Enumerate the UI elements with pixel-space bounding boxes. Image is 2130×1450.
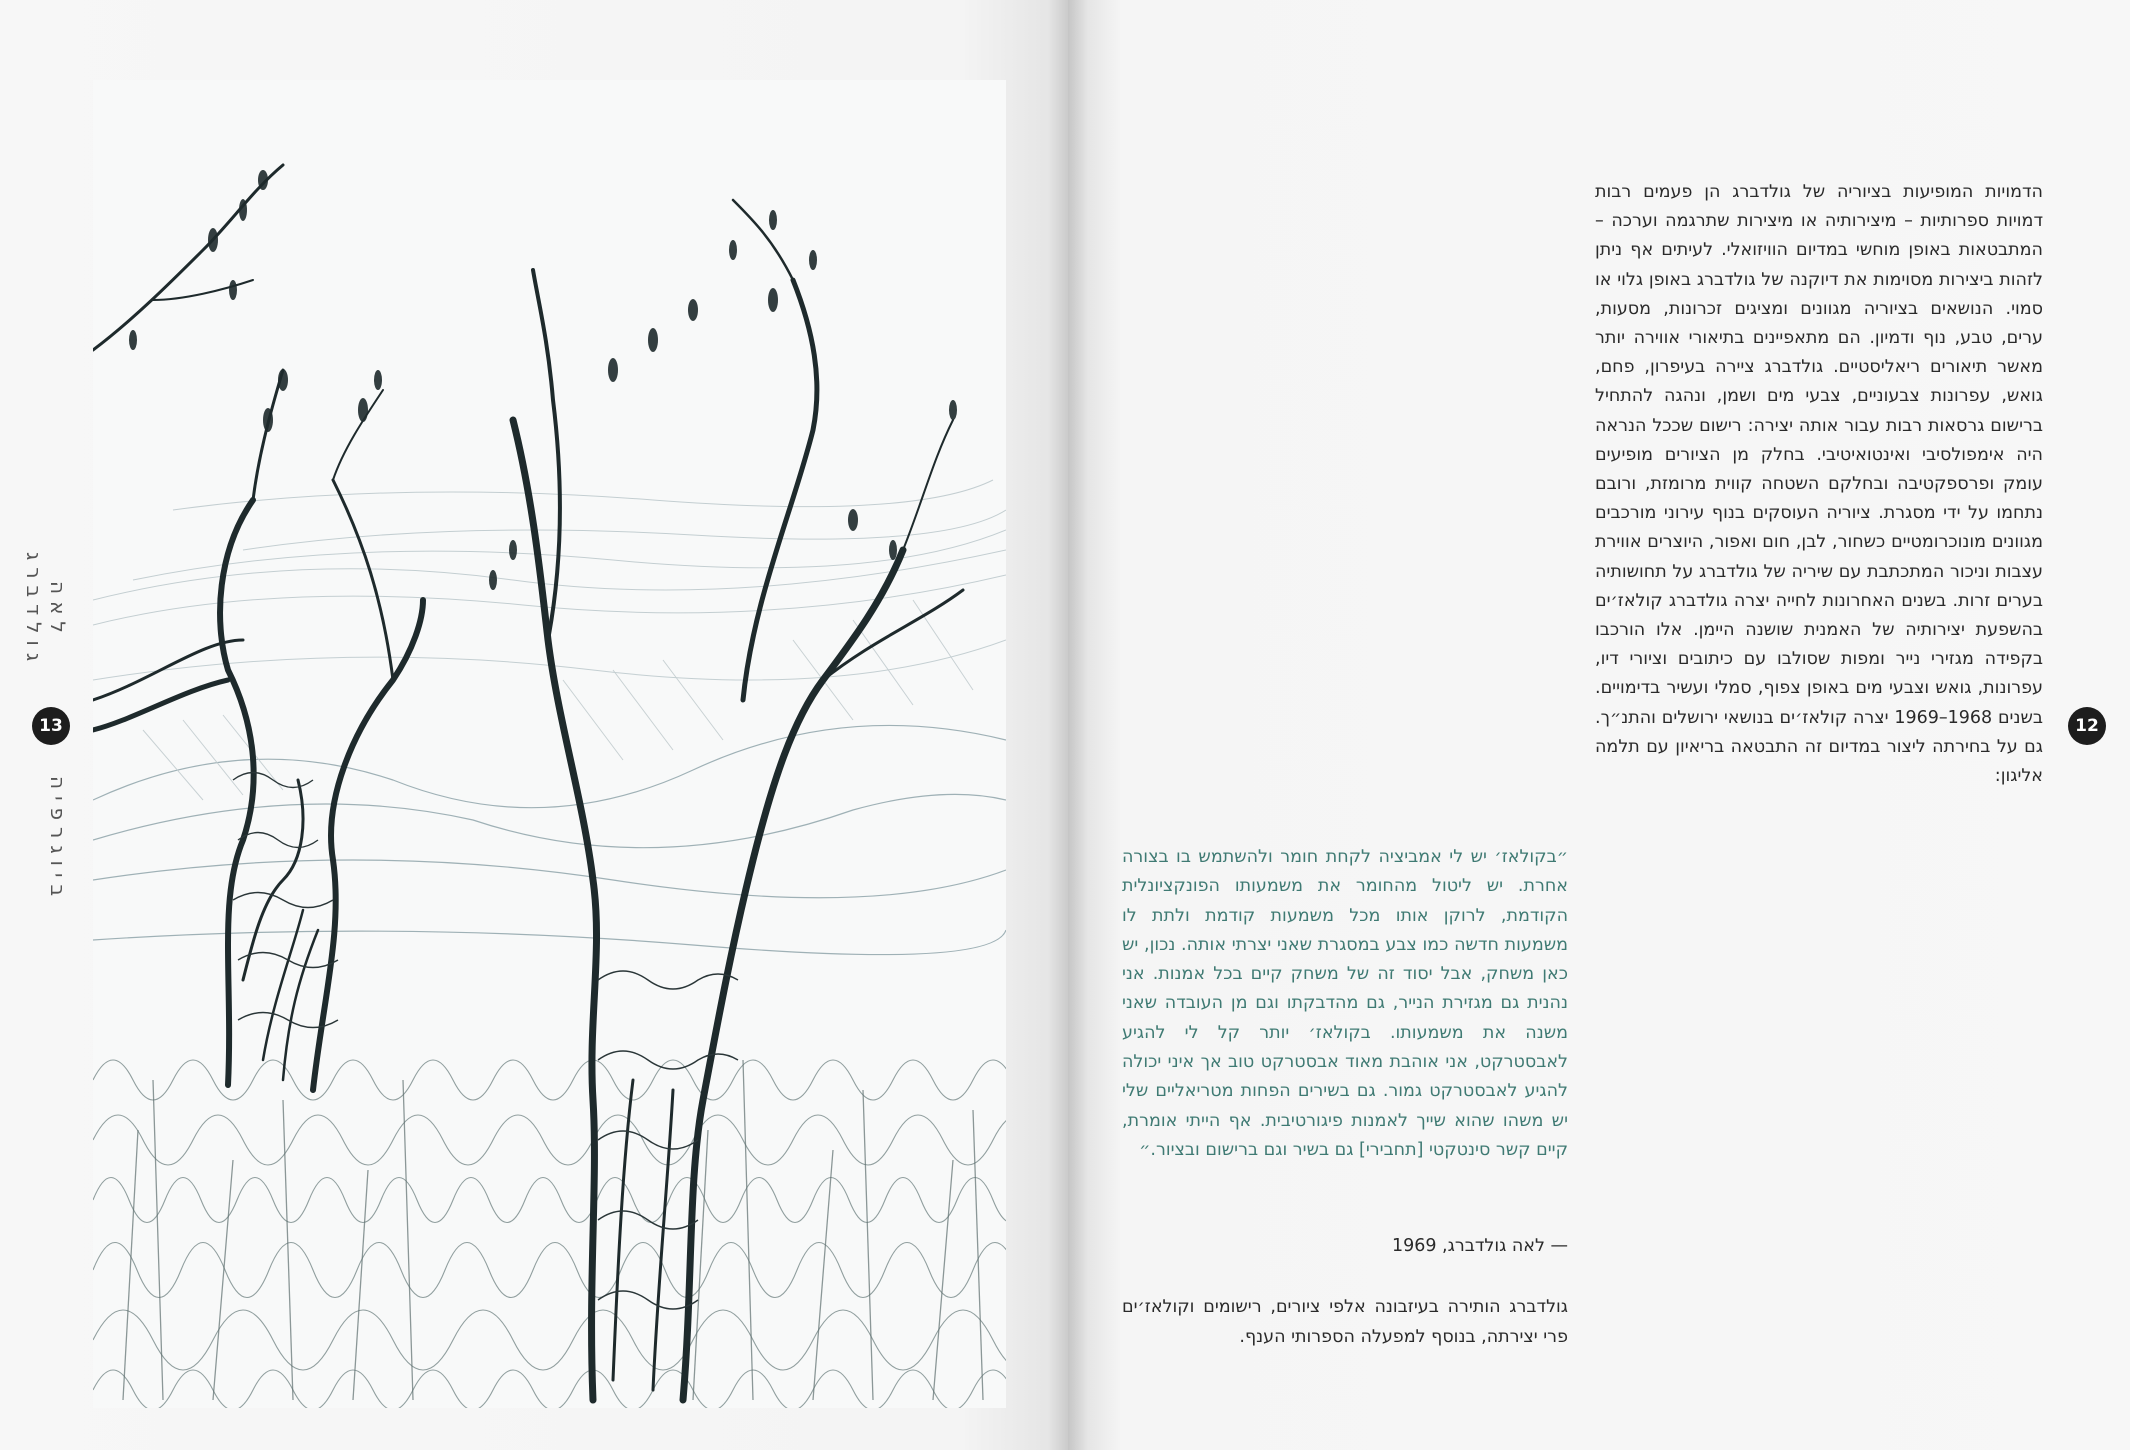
tree-sketch-illustration	[93, 80, 1006, 1408]
book-gutter-shadow	[1048, 0, 1088, 1450]
closing-paragraph: גולדברג הותירה בעיזבונה אלפי ציורים, רישומים וקולאז׳ים פרי יצירתה, בנוסף למפעלה הספרותי הענף.	[1122, 1297, 1568, 1347]
running-head-section: ביוגרפיה	[46, 776, 70, 904]
page-number-right: 12	[2068, 707, 2106, 745]
quote-attribution: — לאה גולדברג, 1969	[1391, 1236, 1568, 1256]
body-paragraph: הדמויות המופיעות בציוריה של גולדברג הן פעמים רבות דמויות ספרותיות – מיצירותיה או מיצירות שתרגמה וערכה – המתבטאות באופן מוחשי במדיום הוויזואלי. לעיתים אף ניתן לזהות ביצירות מסוימות את דיוקנה של גולדברג באופן גלוי או סמוי. הנושאים בציוריה מגוונים ומציגים זכרונות, מסעות, ערים, טבע, נוף ודמיון. הם מתאפיינים בתיאורי אווירה יותר מאשר תיאורים ריאליסטיים. גולדברג ציירה בעיפרון, פחם, גואש, עפרונות צבעוניים, צבעי מים ושמן, ונהגה להתחיל ברישום גרסאות רבות עבור אותה יצירה: רישום שככל הנראה היה אימפולסיבי ואינטואיטיבי. בחלק מן הציורים מופיעים עומק ופרספקטיבה ובחלקם השטחה קווית מרומזת, ורובם נתחמו על ידי מסגרת. ציוריה העוסקים בנוף עירוני מורכבים מגוונים מונוכרומטיים כשחור, לבן, חום ואפור, היוצרים אווירת עצבות וניכור המתכתבת עם שיריה של גולדברג על תחושותיה בערים זרות. בשנים האחרונות לחייה יצרה גולדברג קולאז׳ים בהשפעת יצירותיה של האמנית שושנה היימן. אלו הורכבו בקפידה מגזירי נייר ומפות שסולבו עם כיתובים וציורי דיו, עפרונות, גואש וצבעי מים באופן צפוף, סמלי ועשיר בדימויים. בשנים 1968–1969 יצרה קולאז׳ים בנושאי ירושלים והתנ״ך. גם על בחירתה ליצור במדיום זה התבטאה בריאיון עם תלמה אליגון:	[1595, 182, 2043, 787]
page-number-left: 13	[32, 707, 70, 745]
running-head-title: לאה גולדברג	[22, 551, 70, 669]
pull-quote: ״בקולאז׳ יש לי אמביציה לקחת חומר ולהשתמש בו בצורה אחרת. יש ליטול מהחומר את משמעותו הפונקציונלית הקודמת, לרוקן אותו מכל משמעות קודמת ולתת לו משמעות חדשה כמו צבע במסגרת שאני יצרתי אותה. נכון, יש כאן משחק, אבל יסוד זה של משחק קיים בכל אמנות. אני נהנית גם מגזירת הנייר, גם מהדבקתו וגם מן העובדה שאני משנה את משמעותו. בקולאז׳ יותר קל לי להגיע לאבסטרקט, אני אוהבת מאוד אבסטרקט טוב אך איני יכולה להגיע לאבסטרקט גמור. גם בשירים הפחות מטריאליים שלי יש משהו שהוא שייך לאמנות פיגורטיבית. אף הייתי אומרת, קיים קשר סינטקטי [תחבירי] גם בשיר וגם ברישום ובציור.״	[1122, 847, 1568, 1160]
